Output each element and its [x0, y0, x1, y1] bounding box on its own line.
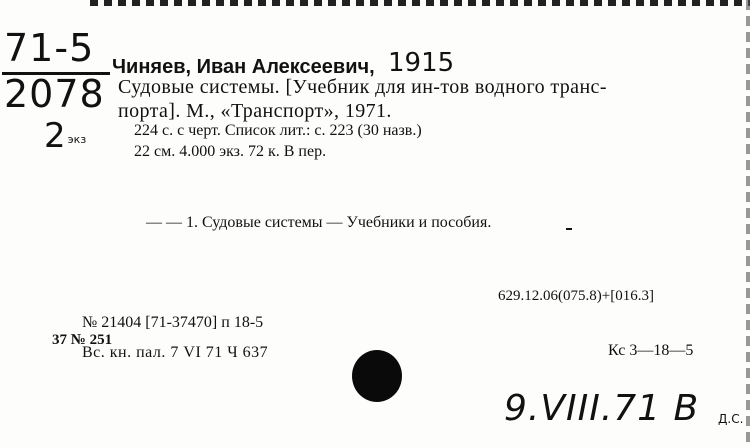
- copies-number: 2: [44, 116, 66, 156]
- udc-code: 629.12.06(075.8)+[016.3]: [498, 288, 654, 304]
- card-right-edge: [746, 0, 750, 448]
- ink-blot: [352, 350, 402, 402]
- ink-mark: [566, 228, 572, 230]
- chamber-line: Вс. кн. пал. 7 VI 71 Ч 637: [82, 344, 269, 361]
- card-number: 37 № 251: [52, 332, 113, 348]
- shelf-mark-bottom: 2078: [4, 72, 105, 116]
- title-line-1: Судовые системы. [Учебник для ин-тов водного транс-: [118, 76, 607, 98]
- corner-initials: Д.С.: [718, 412, 744, 426]
- author-heading: Чиняев, Иван Алексеевич,: [112, 56, 375, 78]
- birth-year-note: 1915: [388, 48, 455, 78]
- subject-heading: — — 1. Судовые системы — Учебники и пособия.: [146, 214, 492, 231]
- collation-line-1: 224 с. с черт. Список лит.: с. 223 (30 назв.): [134, 122, 422, 139]
- title-line-2: порта]. М., «Транспорт», 1971.: [118, 100, 392, 122]
- price-code: Кс 3—18—5: [608, 342, 694, 359]
- copies-note: [44, 116, 86, 156]
- receipt-date-note: 9.VIII.71 В: [504, 388, 700, 429]
- card-top-edge: [90, 0, 750, 6]
- collation-line-2: 22 см. 4.000 экз. 72 к. В пер.: [134, 143, 327, 160]
- registration-number: № 21404 [71-37470] п 18-5: [82, 314, 264, 331]
- shelf-mark-top: 71-5: [4, 26, 95, 70]
- copies-unit: экз: [67, 133, 87, 146]
